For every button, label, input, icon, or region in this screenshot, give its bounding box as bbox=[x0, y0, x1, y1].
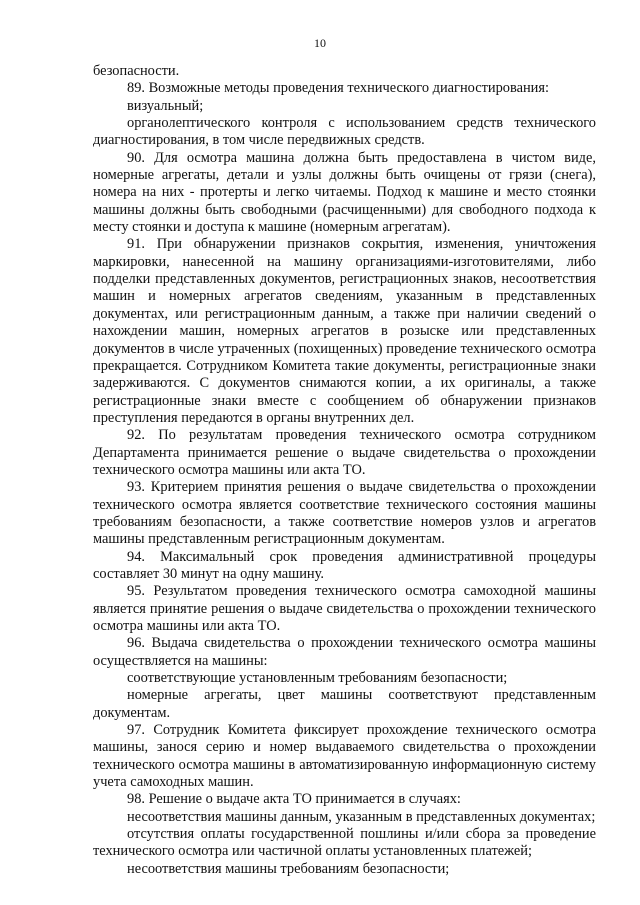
paragraph: 93. Критерием принятия решения о выдаче свидетельства о прохождении технического осмотра является соответствие технического состояния машины требованиям безопасности, а также соответствие номеров узлов и агрегатов машины представленным регистрационным документам. bbox=[93, 479, 596, 548]
paragraph: 89. Возможные методы проведения технического диагностирования: bbox=[127, 80, 549, 97]
paragraph: органолептического контроля с использованием средств технического диагностирования, в том числе передвижных средств. bbox=[93, 115, 596, 149]
paragraph: 97. Сотрудник Комитета фиксирует прохождение технического осмотра машины, занося серию и номер выдаваемого свидетельства о прохождении технического осмотра машины в автоматизированную информационную систему учета самоходных машин. bbox=[93, 722, 596, 791]
paragraph: отсутствия оплаты государственной пошлины и/или сбора за проведение технического осмотра или частичной оплаты установленных платежей; bbox=[93, 826, 596, 860]
paragraph: безопасности. bbox=[93, 63, 180, 79]
paragraph: 95. Результатом проведения технического осмотра самоходной машины является принятие решения о выдаче свидетельства о прохождении технического осмотра машины или акта ТО. bbox=[93, 583, 596, 634]
paragraph: номерные агрегаты, цвет машины соответствуют представленным документам. bbox=[93, 687, 596, 721]
document-body bbox=[93, 63, 596, 878]
page-number: 10 bbox=[314, 36, 326, 50]
paragraph: несоответствия машины данным, указанным в представленных документах; bbox=[127, 808, 596, 825]
paragraph: несоответствия машины требованиям безопасности; bbox=[127, 860, 450, 877]
paragraph: 91. При обнаружении признаков сокрытия, изменения, уничтожения маркировки, нанесенной на машину организациями-изготовителями, либо подделки представленных документов, регистрационных знаков, несоответствия машин и номерных агрегатов сведениям, указанным в представленных документах, или регистрационным данным, а также при наличии сведений о нахождении машин, номерных агрегатов в розыске или представленных документов в числе утраченных (похищенных) проведение технического осмотра прекращается. Сотрудником Комитета такие документы, регистрационные знаки задерживаются. С документов снимаются копии, а их оригиналы, а также регистрационные знаки вместе с сообщением об обнаружении признаков преступления передаются в органы внутренних дел. bbox=[93, 236, 596, 426]
paragraph: соответствующие установленным требованиям безопасности; bbox=[127, 670, 508, 687]
paragraph: 90. Для осмотра машина должна быть предоставлена в чистом виде, номерные агрегаты, детали и узлы должны быть очищены от грязи (снега), номера на них - протерты и легко читаемы. Подход к машине и место стоянки машины должны быть свободными (расчищенными) для свободного подхода к месту стоянки и доступа к машине (номерным агрегатам). bbox=[93, 149, 596, 236]
paragraph: 94. Максимальный срок проведения административной процедуры составляет 30 минут на одну машину. bbox=[93, 548, 596, 582]
paragraph: 92. По результатам проведения технического осмотра сотрудником Департамента принимается решение о выдаче свидетельства о прохождении технического осмотра машины или акта ТО. bbox=[93, 427, 596, 478]
paragraph: 98. Решение о выдаче акта ТО принимается в случаях: bbox=[127, 791, 461, 808]
paragraph: визуальный; bbox=[127, 97, 204, 114]
paragraph: 96. Выдача свидетельства о прохождении технического осмотра машины осуществляется на машины: bbox=[93, 635, 596, 669]
